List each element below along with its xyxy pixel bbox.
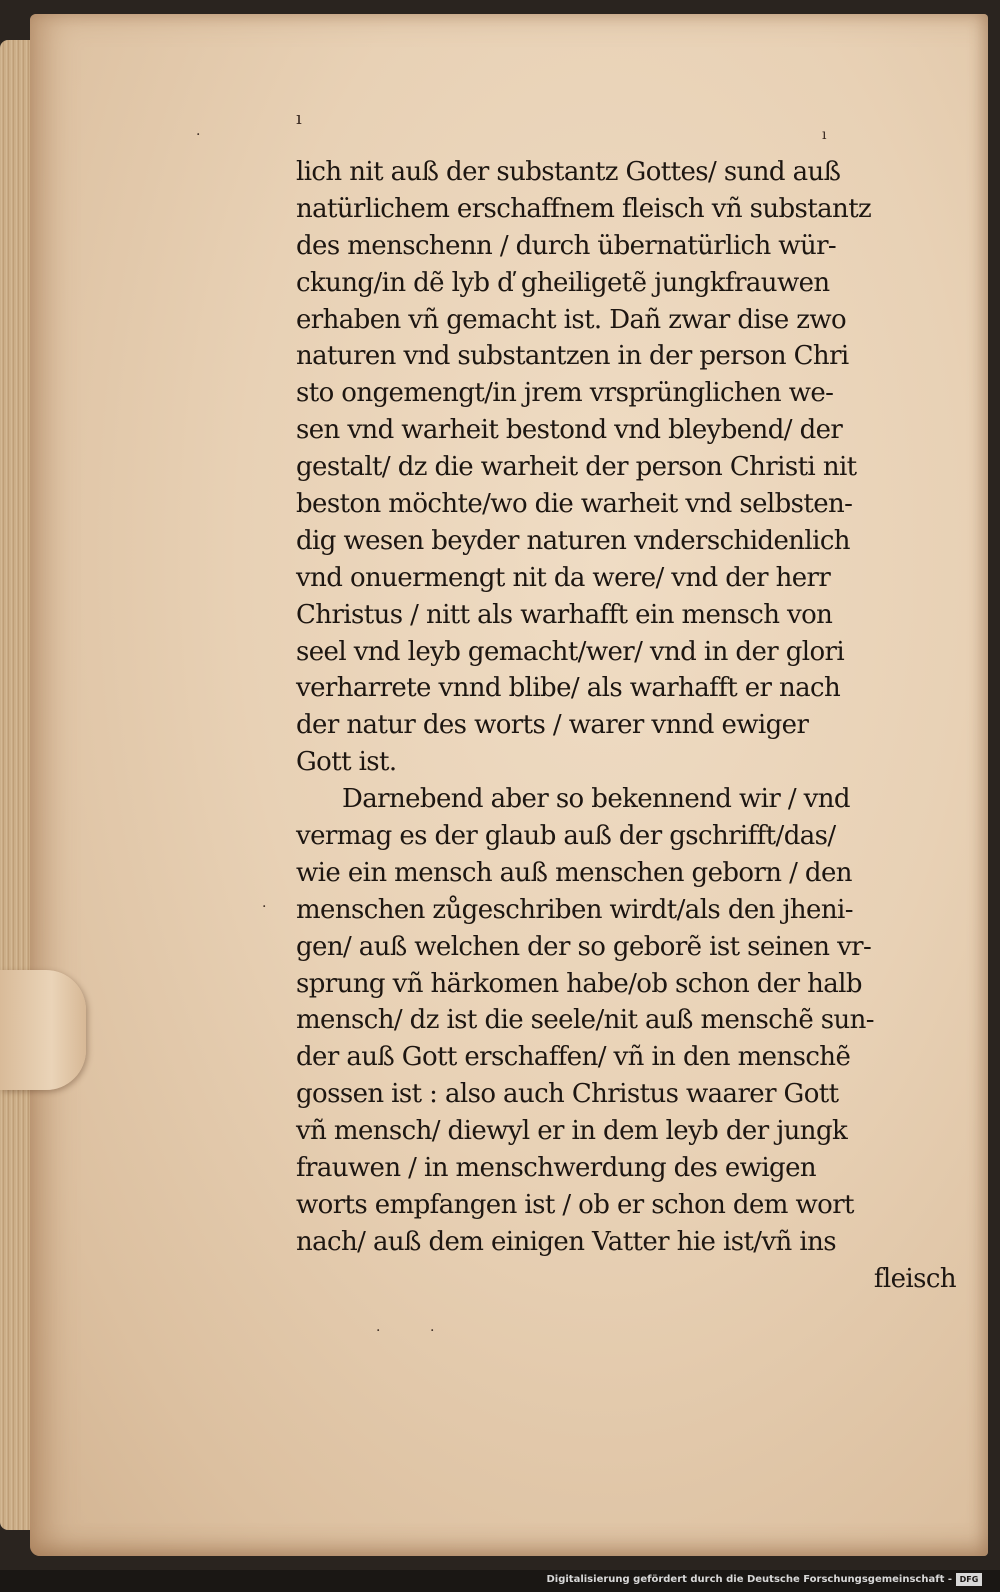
- footer-bar: [0, 1570, 1000, 1592]
- ink-speck: ı: [822, 127, 827, 143]
- text-line: sen vnd warheit bestond vnd bleybend/ der: [296, 415, 843, 446]
- text-line: sto ongemengt/in jrem vrsprünglichen we-: [296, 378, 834, 409]
- ink-speck: ı: [296, 108, 302, 129]
- text-line: Christus / nitt als warhafft ein mensch von: [296, 599, 833, 630]
- text-line: der natur des worts / warer vnnd ewiger: [296, 710, 809, 741]
- text-line: gestalt/ dz die warheit der person Christi nit: [296, 452, 857, 483]
- ink-speck: ·: [376, 1323, 381, 1339]
- text-line: ckung/in dẽ lyb ď gheiligetẽ jungkfrauwen: [296, 267, 830, 298]
- text-line: naturen vnd substantzen in der person Chri: [296, 341, 849, 372]
- text-line: worts empfangen ist / ob er schon dem wort: [296, 1189, 854, 1220]
- ink-speck: ·: [196, 127, 201, 143]
- text-line: menschen zůgeschriben wirdt/als den jheni-: [296, 894, 853, 925]
- text-line: der auß Gott erschaffen/ vñ in den menschẽ: [296, 1042, 851, 1073]
- page-clip-tab: [0, 970, 86, 1090]
- text-line: gen/ auß welchen der so geborẽ ist seinen vr-: [296, 931, 872, 962]
- text-line: des menschenn / durch übernatürlich wür-: [296, 230, 837, 261]
- text-line: Darnebend aber so bekennend wir / vnd: [342, 784, 850, 815]
- text-line: gossen ist : also auch Christus waarer Gott: [296, 1079, 839, 1110]
- text-line: verharrete vnnd blibe/ als warhafft er nach: [296, 673, 841, 704]
- text-line: wie ein mensch auß menschen geborn / den: [296, 857, 852, 888]
- dfg-logo-icon: DFG: [956, 1573, 982, 1586]
- text-line: mensch/ dz ist die seele/nit auß menschẽ sun-: [296, 1005, 874, 1036]
- text-line: erhaben vñ gemacht ist. Dañ zwar dise zwo: [296, 304, 847, 335]
- ink-speck: ·: [262, 899, 267, 915]
- text-line: vnd onuermengt nit da were/ vnd der herr: [296, 562, 831, 593]
- body-text: [296, 154, 956, 1298]
- text-line: dig wesen beyder naturen vnderschidenlich: [296, 525, 850, 556]
- text-line: lich nit auß der substantz Gottes/ sund auß: [296, 157, 841, 187]
- text-line: frauwen / in menschwerdung des ewigen: [296, 1153, 817, 1184]
- ink-speck: ·: [430, 1323, 435, 1339]
- text-line: seel vnd leyb gemacht/wer/ vnd in der glori: [296, 636, 845, 667]
- text-line: Gott ist.: [296, 747, 397, 778]
- text-line: vermag es der glaub auß der gschrifft/das/: [296, 821, 836, 852]
- text-line: natürlichem erschaffnem fleisch vñ substantz: [296, 193, 872, 224]
- text-line: fleisch: [873, 1263, 956, 1294]
- digitization-credit: Digitalisierung gefördert durch die Deutsche Forschungsgemeinschaft -: [546, 1574, 952, 1585]
- text-line: nach/ auß dem einigen Vatter hie ist/vñ ins: [296, 1226, 836, 1257]
- text-line: vñ mensch/ diewyl er in dem leyb der jungk: [296, 1116, 848, 1147]
- text-line: beston möchte/wo die warheit vnd selbsten-: [296, 489, 853, 520]
- text-line: sprung vñ härkomen habe/ob schon der halb: [296, 968, 862, 999]
